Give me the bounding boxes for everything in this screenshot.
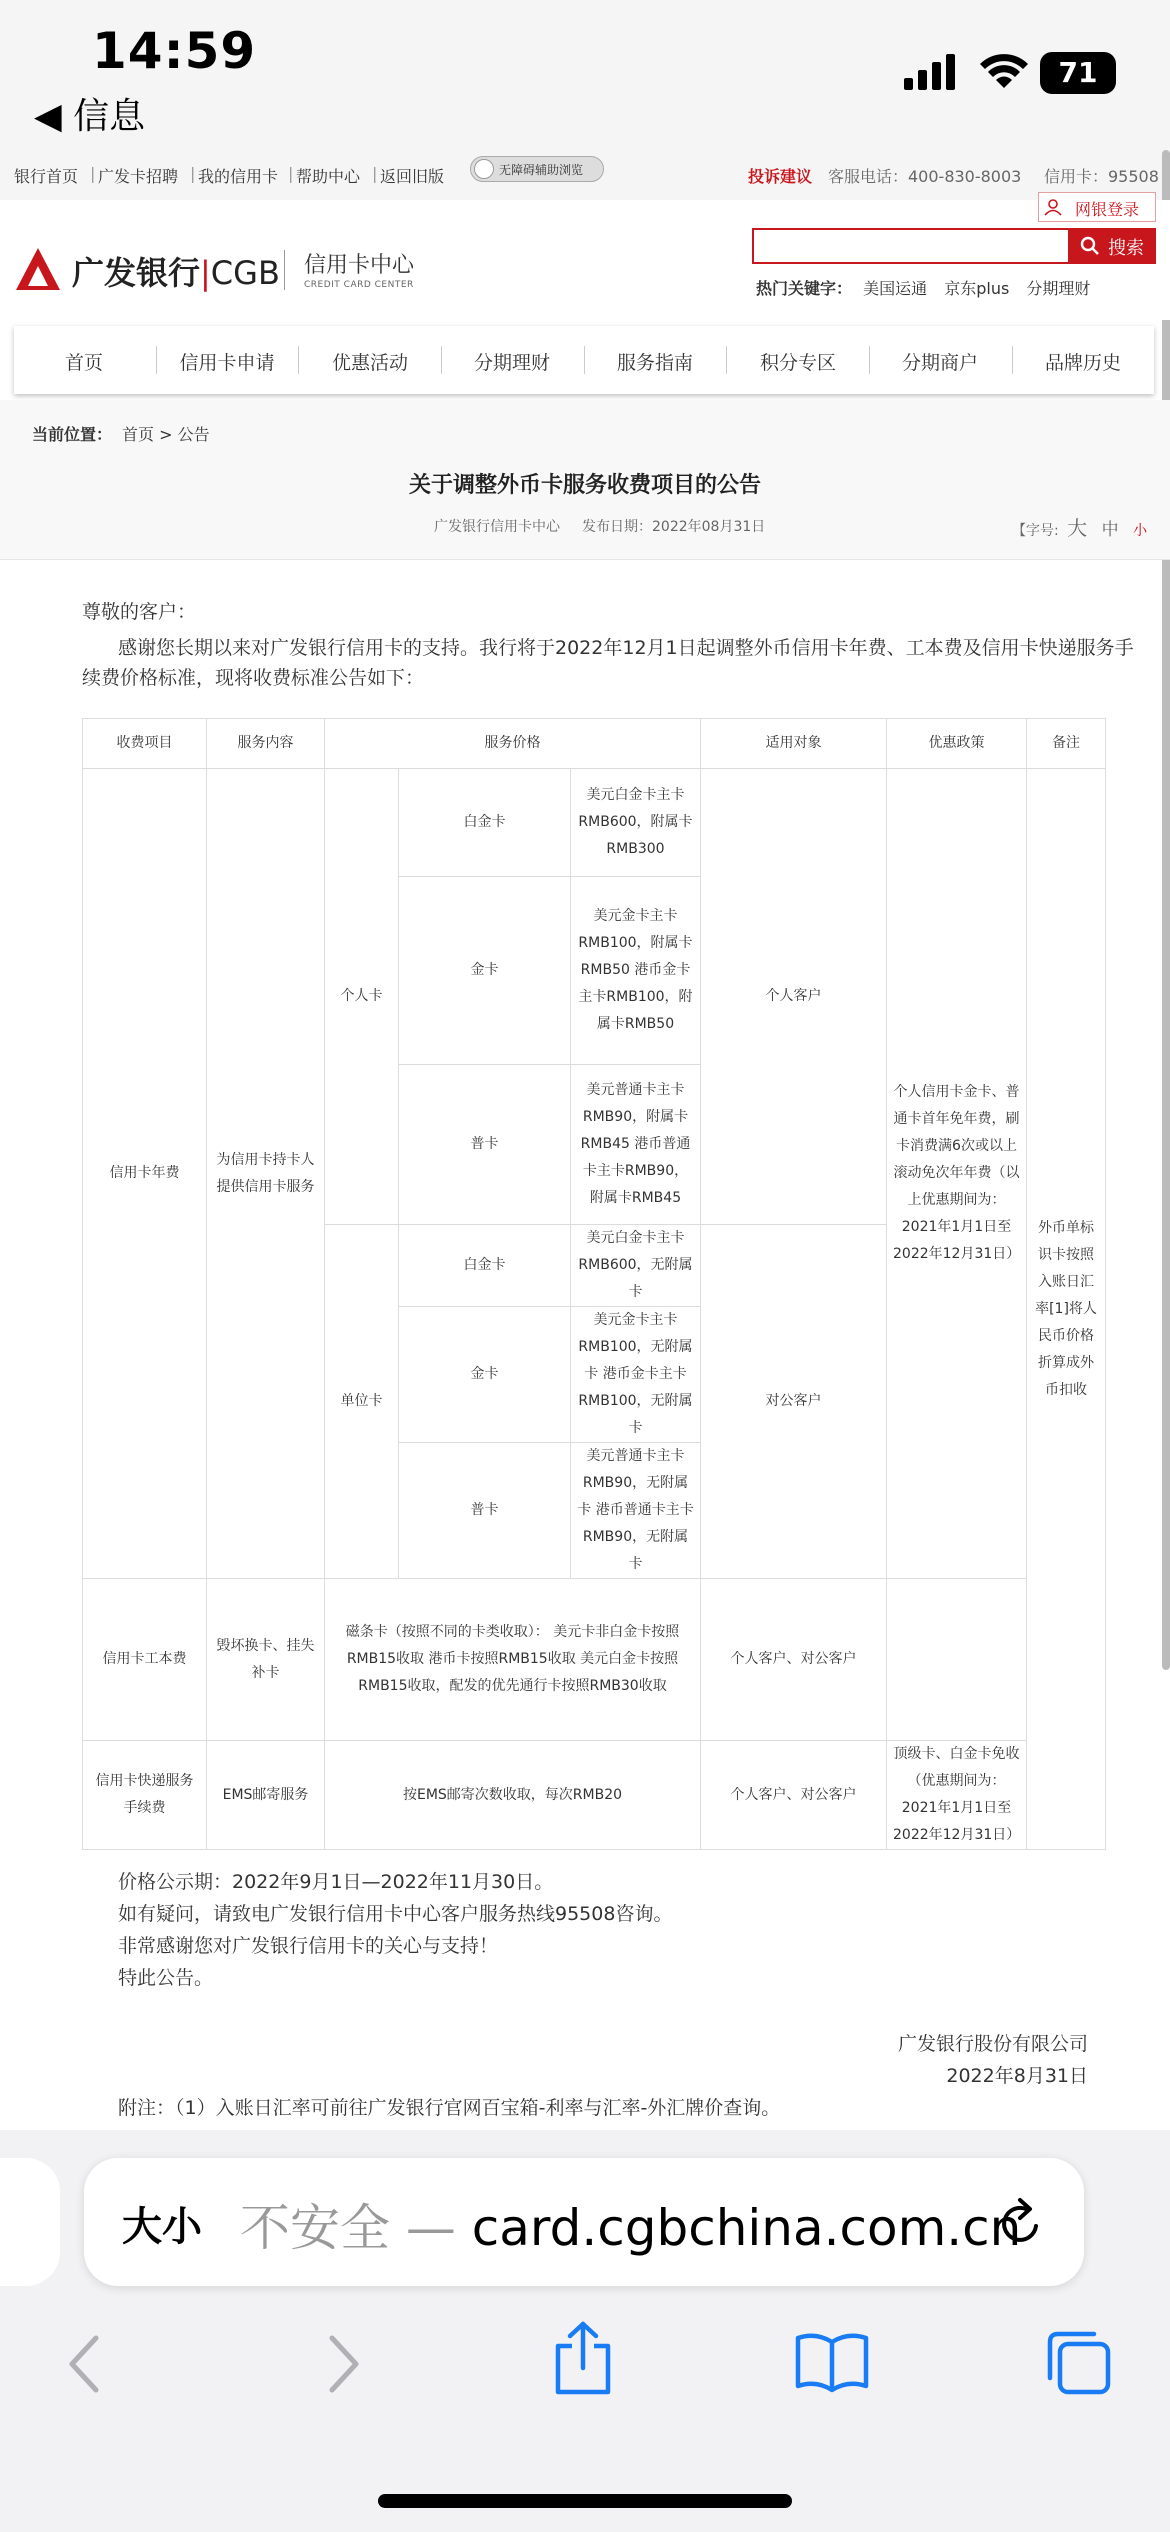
font-size-large[interactable]: 大 [1067, 516, 1088, 540]
cell-express-fee: 信用卡快递服务手续费 [83, 1741, 207, 1850]
link-help-center[interactable]: 帮助中心 [296, 167, 361, 186]
main-nav [14, 326, 1154, 394]
search-icon [1080, 236, 1100, 256]
link-bank-home[interactable]: 银行首页 [14, 167, 79, 186]
text-size-button[interactable]: 大小 [122, 2204, 202, 2250]
article-date: 发布日期：2022年08月31日 [582, 519, 766, 535]
credit-card-center-title: 信用卡中心 [304, 253, 415, 278]
appendix-note: 附注：（1）入账日汇率可前往广发银行官网百宝箱-利率与汇率-外汇牌价查询。 [118, 2097, 781, 2119]
card-phone: 信用卡：95508 [1044, 167, 1159, 186]
cell-p-gold-price: 美元金卡主卡RMB100，附属卡RMB50 港币金卡主卡RMB100，附属卡RMB50 [571, 877, 701, 1065]
cell-corporate-target: 对公客户 [701, 1225, 887, 1579]
cell-express-price: 按EMS邮寄次数收取，每次RMB20 [325, 1741, 701, 1850]
battery-indicator: 71 [1040, 52, 1116, 94]
back-to-messages[interactable]: ◀ 信息 [34, 96, 146, 137]
header-item: 收费项目 [83, 719, 207, 769]
online-banking-login[interactable] [1038, 192, 1156, 222]
nav-home[interactable]: 首页 [64, 352, 104, 374]
credit-card-center-en: CREDIT CARD CENTER [304, 280, 414, 290]
search-button-label: 搜索 [1108, 238, 1144, 259]
breadcrumb: 当前位置： 首页 > 公告 [32, 425, 210, 444]
nav-service-guide[interactable]: 服务指南 [616, 352, 694, 374]
search-button[interactable] [1068, 228, 1156, 264]
breadcrumb-path[interactable]: 首页 > 公告 [122, 425, 210, 444]
article-source: 广发银行信用卡中心 [434, 519, 560, 535]
cell-card-fee: 信用卡工本费 [83, 1579, 207, 1741]
accessibility-toggle[interactable] [470, 156, 604, 182]
cell-card-fee-policy [887, 1579, 1027, 1741]
back-arrow-icon[interactable] [66, 2334, 106, 2394]
nav-points[interactable]: 积分专区 [759, 352, 837, 374]
cell-remark: 外币单标识卡按照入账日汇率[1]将人民币价格折算成外币扣收 [1027, 769, 1106, 1850]
cell-card-fee-price: 磁条卡（按照不同的卡类收取）： 美元卡非白金卡按照RMB15收取 港币卡按照RMB15收取 美元白金卡按照RMB15收取，配发的优先通行卡按照RMB30收取 [325, 1579, 701, 1741]
cell-c-platinum: 白金卡 [399, 1225, 571, 1307]
top-utility-bar: 银行首页 | 广发卡招聘 | 我的信用卡 | 帮助中心 | 返回旧版 投诉建议 客服电话：400-830-8003 信用卡：95508 [0, 150, 1170, 200]
cell-express-policy: 顶级卡、白金卡免收（优惠期间为：2021年1月1日至2022年12月31日） [887, 1741, 1027, 1850]
service-phone: 客服电话：400-830-8003 [828, 167, 1022, 186]
cell-p-platinum: 白金卡 [399, 769, 571, 877]
cell-annual-policy: 个人信用卡金卡、普通卡首年免年费，刷卡消费满6次或以上滚动免次年年费（以上优惠期间为：2021年1月1日至2022年12月31日） [887, 769, 1027, 1579]
cellular-signal-icon [904, 52, 958, 92]
reload-icon[interactable] [996, 2196, 1046, 2250]
hot-keyword-installment[interactable]: 分期理财 [1026, 279, 1091, 298]
font-size-selector: 【字号: 大 中 小 [1012, 516, 1148, 540]
previous-tab-pill[interactable] [0, 2158, 60, 2286]
cell-p-gold: 金卡 [399, 877, 571, 1065]
wifi-icon [978, 50, 1030, 92]
greeting: 尊敬的客户： [82, 601, 197, 623]
nav-promotions[interactable]: 优惠活动 [331, 352, 409, 374]
share-icon[interactable] [552, 2320, 614, 2396]
cell-corporate-card: 单位卡 [325, 1225, 399, 1579]
intro-line-1: 感谢您长期以来对广发银行信用卡的支持。我行将于2022年12月1日起调整外币信用卡年费、工本费及信用卡快递服务手 [118, 637, 1134, 659]
note-4: 特此公告。 [118, 1967, 214, 1989]
header-policy: 优惠政策 [887, 719, 1027, 769]
url-domain: card.cgbchina.com.cn [471, 2199, 1022, 2257]
url-text[interactable] [240, 2188, 1021, 2260]
tabs-icon[interactable] [1044, 2328, 1114, 2398]
note-1: 价格公示期：2022年9月1日—2022年11月30日。 [118, 1871, 554, 1893]
logo-text: 广发银行|CGB [72, 254, 280, 292]
cell-c-platinum-price: 美元白金卡主卡RMB600，无附属卡 [571, 1225, 701, 1307]
status-time: 14:59 [92, 22, 257, 80]
forward-arrow-icon[interactable] [322, 2334, 362, 2394]
article-meta [434, 516, 765, 536]
accessibility-toggle-label: 无障碍辅助浏览 [499, 163, 584, 177]
link-complaint[interactable]: 投诉建议 [748, 167, 813, 186]
cell-personal-target: 个人客户 [701, 769, 887, 1225]
link-recruit[interactable]: 广发卡招聘 [98, 167, 179, 186]
header-price: 服务价格 [325, 719, 701, 769]
home-indicator [378, 2494, 792, 2508]
cell-c-classic: 普卡 [399, 1443, 571, 1579]
header-content: 服务内容 [207, 719, 325, 769]
header-remark: 备注 [1027, 719, 1106, 769]
cell-annual-content: 为信用卡持卡人提供信用卡服务 [207, 769, 325, 1579]
note-2: 如有疑问，请致电广发银行信用卡中心客户服务热线95508咨询。 [118, 1903, 673, 1925]
link-my-card[interactable]: 我的信用卡 [198, 167, 279, 186]
font-size-small[interactable]: 小 [1133, 523, 1148, 539]
hot-keyword-jd[interactable]: 京东plus [944, 279, 1010, 298]
signature-date: 2022年8月31日 [946, 2065, 1088, 2087]
nav-merchants[interactable]: 分期商户 [901, 352, 979, 374]
login-label: 网银登录 [1075, 200, 1140, 219]
intro-line-2: 续费价格标准，现将收费标准公告如下： [82, 667, 425, 689]
hot-keyword-amex[interactable]: 美国运通 [863, 279, 928, 298]
nav-installment[interactable]: 分期理财 [473, 352, 551, 374]
hot-keywords [756, 276, 1090, 299]
not-secure-label: 不安全 — [240, 2199, 472, 2257]
bookmarks-icon[interactable] [794, 2330, 870, 2394]
fee-table [82, 718, 1106, 1850]
search-input[interactable] [752, 228, 1070, 264]
cell-card-fee-target: 个人客户、对公客户 [701, 1579, 887, 1741]
page-scrollbar[interactable] [1162, 150, 1170, 1670]
cell-express-target: 个人客户、对公客户 [701, 1741, 887, 1850]
signature-company: 广发银行股份有限公司 [897, 2033, 1088, 2055]
nav-brand-history[interactable]: 品牌历史 [1044, 352, 1122, 374]
cell-annual-fee: 信用卡年费 [83, 769, 207, 1579]
user-icon [1043, 198, 1063, 216]
link-old-version[interactable]: 返回旧版 [380, 167, 445, 186]
article-title: 关于调整外币卡服务收费项目的公告 [408, 473, 761, 498]
cell-p-platinum-price: 美元白金卡主卡RMB600，附属卡RMB300 [571, 769, 701, 877]
cell-p-classic: 普卡 [399, 1065, 571, 1225]
font-size-medium[interactable]: 中 [1101, 520, 1119, 540]
cgb-logo-icon [14, 246, 62, 292]
cell-card-fee-content: 毁坏换卡、挂失补卡 [207, 1579, 325, 1741]
hot-keywords-label: 热门关键字： [756, 279, 853, 298]
nav-card-apply[interactable]: 信用卡申请 [179, 352, 275, 374]
cell-p-classic-price: 美元普通卡主卡RMB90，附属卡RMB45 港币普通卡主卡RMB90，附属卡RMB45 [571, 1065, 701, 1225]
cell-personal-card: 个人卡 [325, 769, 399, 1225]
cell-c-gold: 金卡 [399, 1307, 571, 1443]
cell-c-classic-price: 美元普通卡主卡RMB90，无附属卡 港币普通卡主卡RMB90，无附属卡 [571, 1443, 701, 1579]
note-3: 非常感谢您对广发银行信用卡的关心与支持！ [118, 1935, 499, 1957]
cell-express-content: EMS邮寄服务 [207, 1741, 325, 1850]
header-target: 适用对象 [701, 719, 887, 769]
cell-c-gold-price: 美元金卡主卡RMB100，无附属卡 港币金卡主卡RMB100，无附属卡 [571, 1307, 701, 1443]
